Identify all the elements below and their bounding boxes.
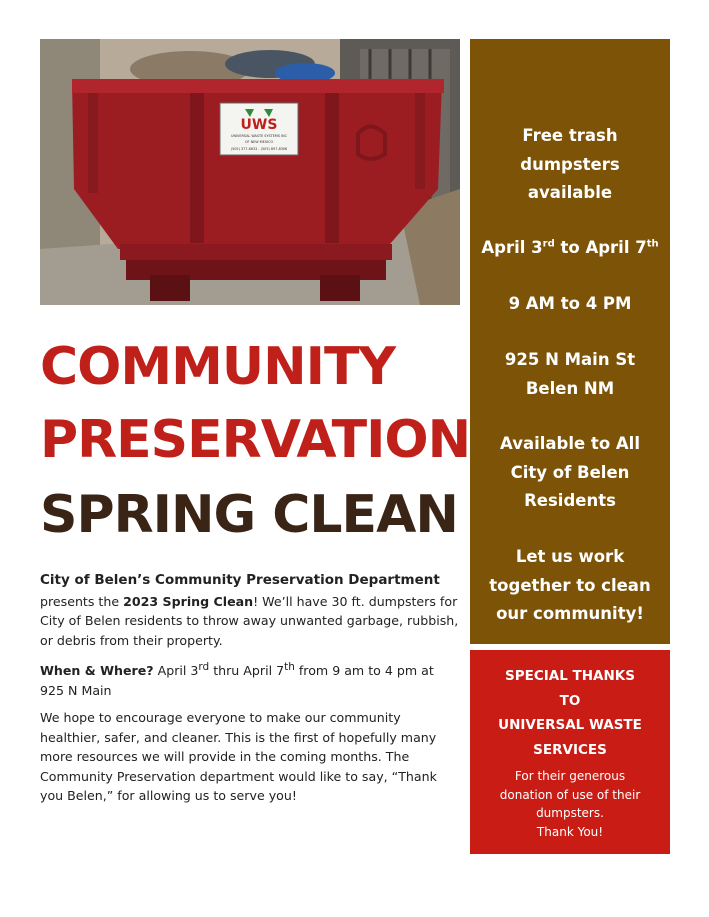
body-text <box>40 571 460 814</box>
free-line-3: available <box>527 183 613 202</box>
availability-block <box>476 430 664 516</box>
when-where-paragraph <box>40 658 460 700</box>
thanks-line-2: TO <box>559 692 581 709</box>
call-to-action-block <box>476 543 664 629</box>
free-dumpsters-block <box>476 122 664 208</box>
intro-paragraph <box>40 571 460 650</box>
closing-paragraph: We hope to encourage everyone to make our community healthier, safer, and cleaner. This is the first of hopefully many more resources we will provide in the coming months. The Community Preservation department would like to say, “Thank you Belen,” for allowing us to serve you! <box>40 710 437 804</box>
availability-line-2: City of Belen <box>510 462 630 482</box>
free-line-2: dumpsters <box>520 154 620 174</box>
dumpster-photo <box>40 39 460 305</box>
date-sup-1: rd <box>542 238 555 250</box>
thanks-line-3: UNIVERSAL WASTE <box>498 717 642 733</box>
logo-line2: OF NEW MEXICO <box>244 140 274 144</box>
thanks-message <box>470 767 670 841</box>
dates-block <box>476 234 664 263</box>
thanks-message-3: dumpsters. <box>536 806 604 820</box>
date-b: to April 7 <box>554 238 647 257</box>
hours: 9 AM to 4 PM <box>508 294 632 313</box>
thanks-title <box>470 650 670 762</box>
dumpster-illustration <box>40 39 460 305</box>
headline-community: COMMUNITY <box>40 337 396 397</box>
thanks-message-2: donation of use of their <box>499 787 641 802</box>
headline-spring-clean: SPRING CLEAN <box>40 485 458 545</box>
cta-line-2: together to clean <box>489 575 651 595</box>
when-sup-1: rd <box>198 661 210 673</box>
logo-text: UWS <box>240 117 278 133</box>
thanks-message-1: For their generous <box>514 769 626 783</box>
when-where-label: When & Where? <box>40 663 154 679</box>
when-text-a: April 3 <box>153 663 199 679</box>
availability-line-1: Available to All <box>500 434 640 453</box>
cta-line-3: our community! <box>496 604 644 623</box>
thanks-line-4: SERVICES <box>533 741 607 758</box>
intro-text-b: ! We’ll have 30 ft. dumpsters for City of Belen residents to throw away unwanted garbage, rubbish, or debris from their property. <box>40 593 459 648</box>
date-a: April 3 <box>481 238 543 257</box>
logo-phone: (505) 377-8633 - (505) 897-8306 <box>230 147 288 151</box>
cta-line-1: Let us work <box>515 547 625 566</box>
info-sidebar <box>470 39 670 644</box>
address-line-1: 925 N Main St <box>504 350 636 369</box>
department-name: City of Belen’s Community Preservation Department <box>40 572 440 588</box>
logo-line1: UNIVERSAL WASTE SYSTEMS INC <box>231 134 287 138</box>
intro-text-a: presents the <box>40 593 124 609</box>
when-sup-2: th <box>284 661 295 673</box>
when-text-b: thru April 7 <box>209 663 285 679</box>
free-line-1: Free trash <box>522 126 618 145</box>
thanks-line-1: SPECIAL THANKS <box>505 668 635 684</box>
thanks-message-4: Thank You! <box>536 824 604 839</box>
address-line-2: Belen NM <box>525 378 615 398</box>
date-sup-2: th <box>646 238 659 250</box>
headline-preservation: PRESERVATION <box>40 410 471 470</box>
address-block <box>476 346 664 403</box>
spring-clean-label: 2023 Spring Clean <box>123 593 254 609</box>
when-text-c: from 9 am to 4 pm at 925 N Main <box>40 663 434 698</box>
special-thanks-box <box>470 650 670 854</box>
availability-line-3: Residents <box>524 491 616 510</box>
